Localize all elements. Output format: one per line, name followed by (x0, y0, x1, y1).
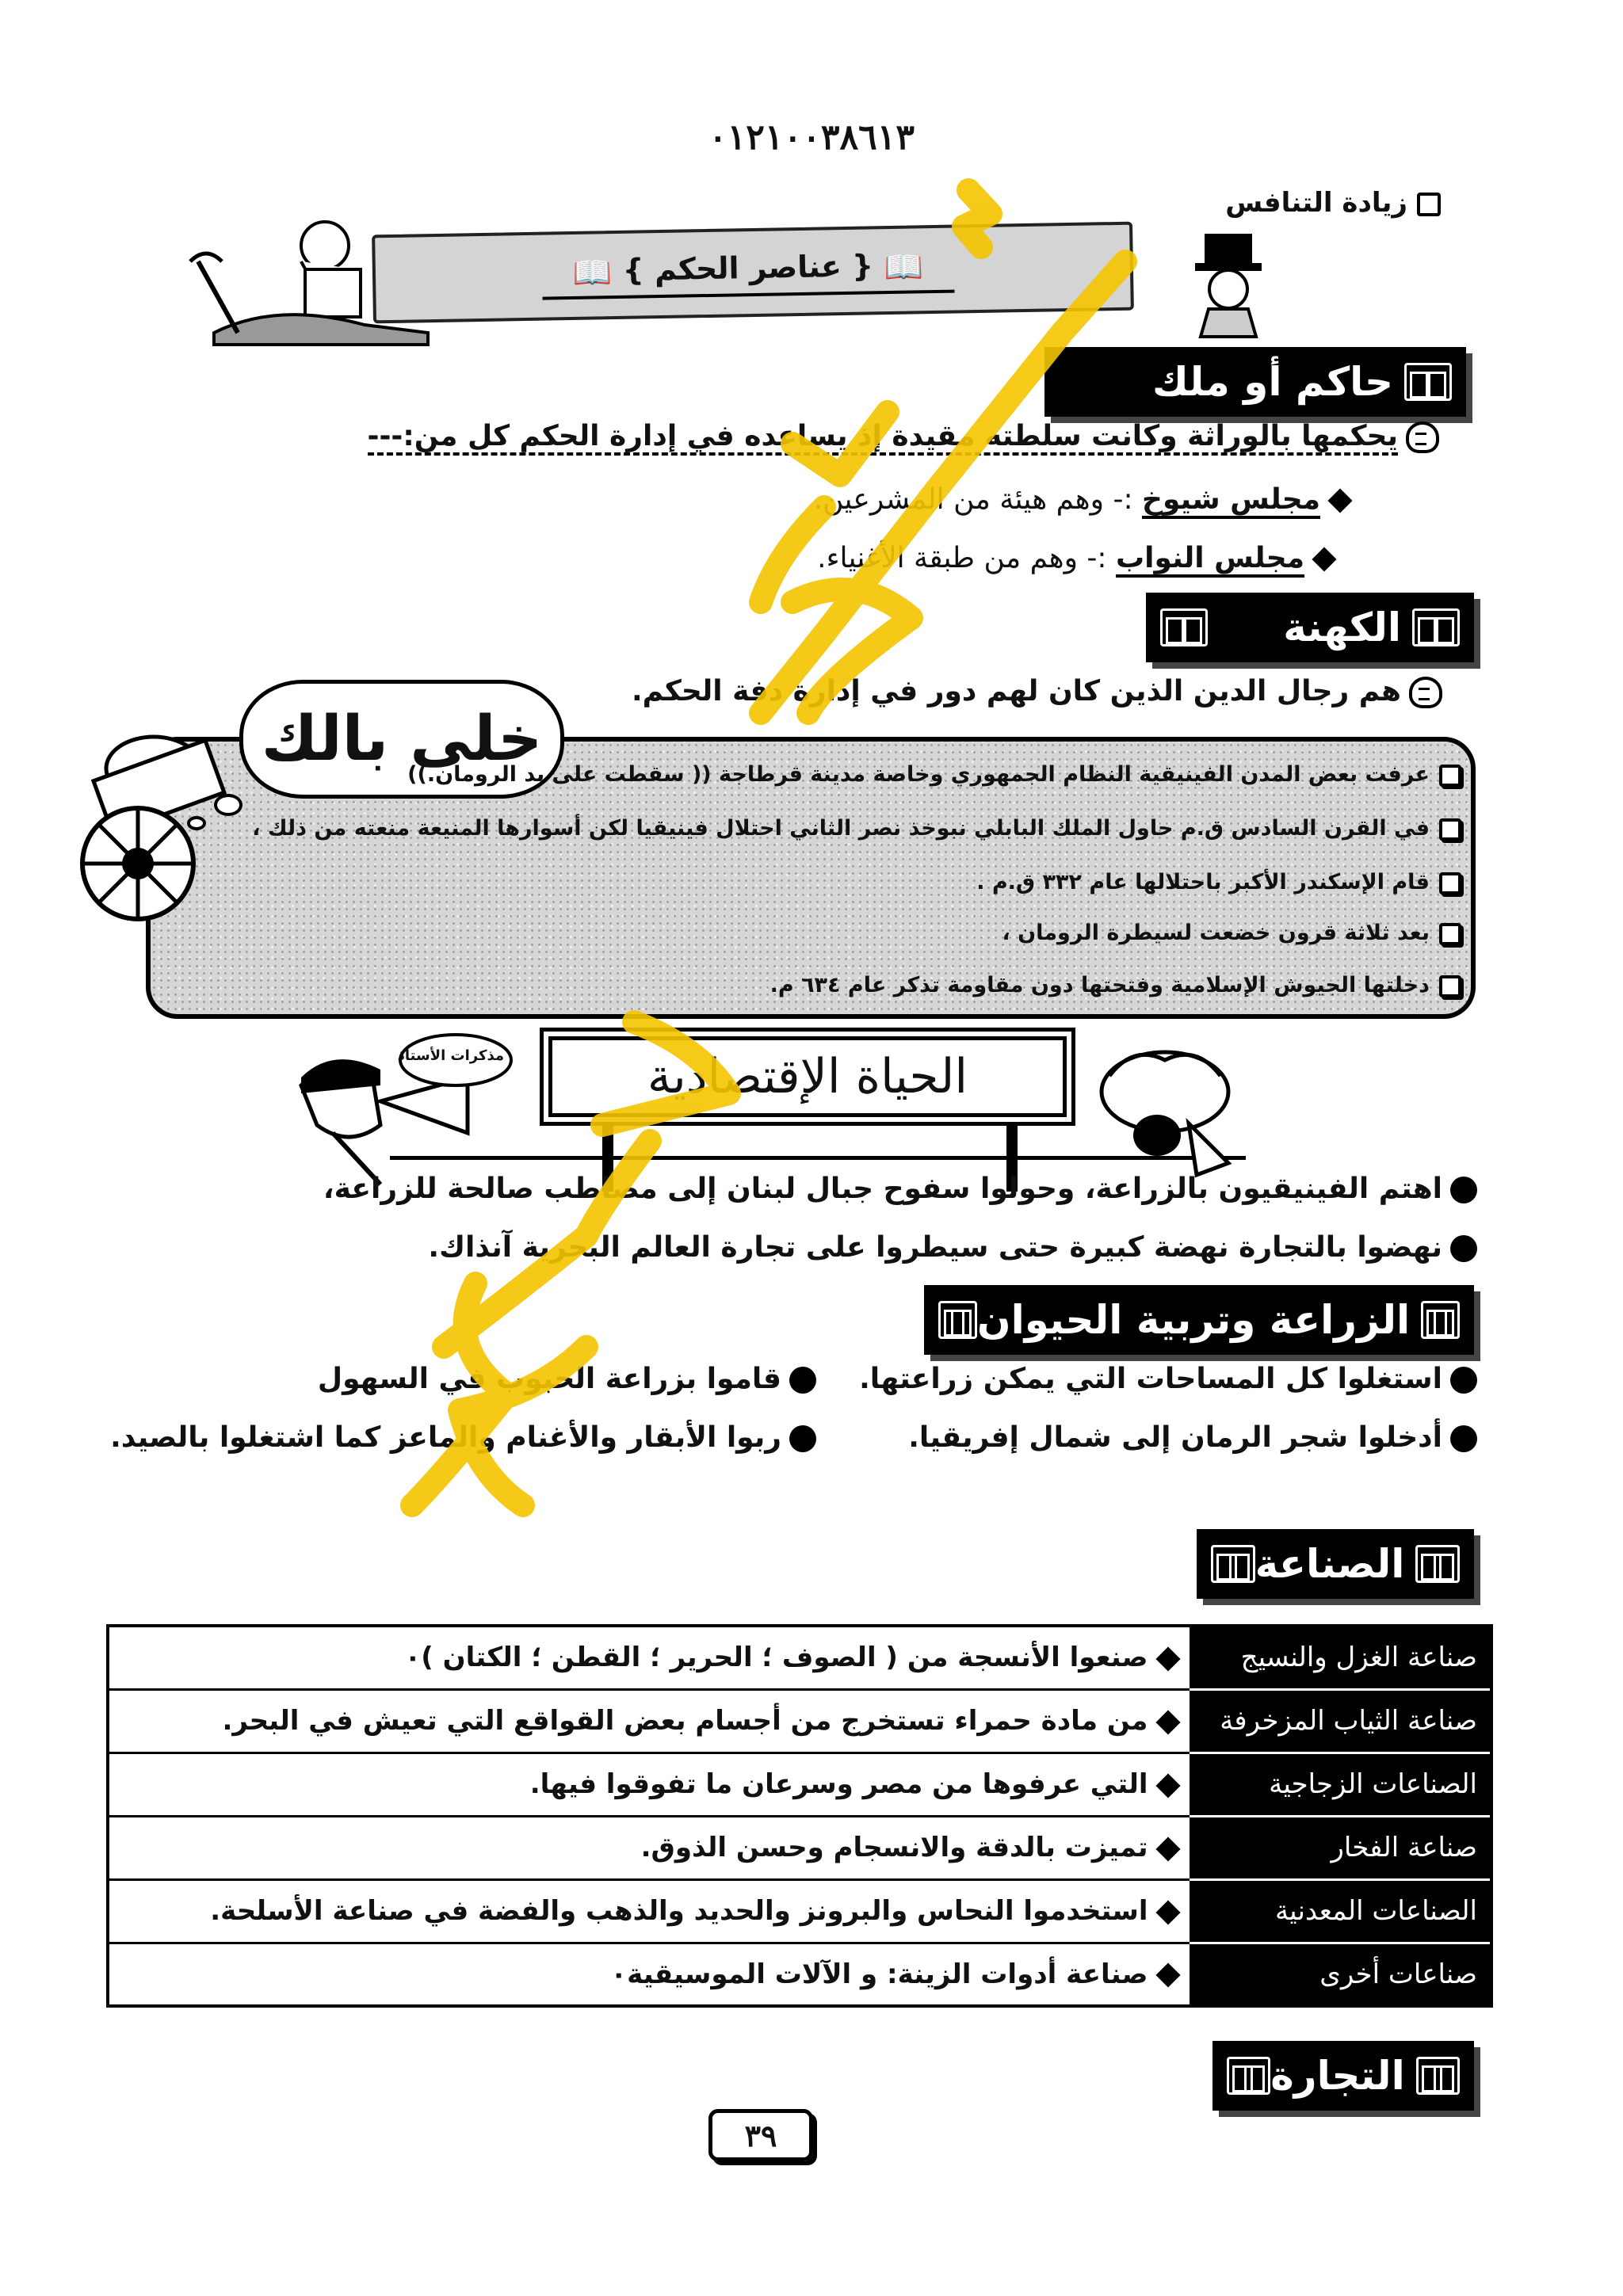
notice-item (407, 762, 1461, 787)
book-icon (938, 1301, 977, 1339)
economy-title: الحياة الإقتصادية (548, 1036, 1067, 1117)
checkbox-icon (1417, 193, 1441, 216)
banner-title-wrap (542, 247, 955, 300)
industry-desc (108, 1879, 1190, 1943)
industry-label: الصناعات الزجاجية (1190, 1753, 1491, 1816)
industry-desc (108, 1689, 1190, 1753)
agri-item-text: أدخلوا شجر الرمان إلى شمال إفريقيا. (908, 1421, 1442, 1454)
table-row (108, 1816, 1491, 1879)
book-icon (1421, 1301, 1460, 1339)
diamond-bullet-icon (1155, 1710, 1180, 1734)
agri-item-text: ربوا الأبقار والأغنام والماعز كما اشتغلوا بالصيد. (110, 1421, 781, 1454)
diamond-bullet-icon (1155, 1773, 1180, 1798)
section-heading-agriculture (924, 1285, 1474, 1355)
book-icon (1227, 2057, 1270, 2095)
checkbox-icon (1439, 818, 1461, 841)
bullet-icon (789, 1425, 816, 1452)
industry-label: صناعة الثياب المزخرفة (1190, 1689, 1491, 1753)
table-row (108, 1753, 1491, 1816)
industry-desc-text: تميزت بالدقة والانسجام وحسن الذوق. (640, 1832, 1148, 1863)
table-row (108, 1689, 1491, 1753)
bullet-icon (1450, 1177, 1477, 1203)
table-row (108, 1626, 1491, 1689)
thought-bubble (214, 794, 242, 816)
diamond-bullet-icon (1155, 1646, 1180, 1671)
economy-line (323, 1173, 1477, 1205)
bullet-icon (1450, 1235, 1477, 1262)
speech-bubble-text: مذكرات الأستاذ (397, 1047, 504, 1064)
deputies-label: مجلس النواب (1116, 542, 1304, 578)
industry-desc (108, 1753, 1190, 1816)
bullet-icon (1450, 1367, 1477, 1394)
economy-line-text: اهتم الفينيقيون بالزراعة، وحولوا سفوح جبال لبنان إلى مصاطب صالحة للزراعة، (323, 1173, 1442, 1205)
deputies-text: :- وهم من طبقة الأغنياء. (817, 542, 1107, 574)
priesthood-text (632, 675, 1442, 708)
diamond-bullet-icon (1155, 1836, 1180, 1861)
book-icon (1415, 1545, 1460, 1583)
table-row (108, 1943, 1491, 2006)
bullet-icon (789, 1367, 816, 1394)
banner-title: { عناصر الحكم } (622, 248, 874, 288)
diamond-bullet-icon (1312, 547, 1336, 571)
book-icon (1416, 2057, 1460, 2095)
priesthood-desc: هم رجال الدين الذين كان لهم دور في إدارة دفة الحكم. (632, 675, 1401, 707)
section-title: الزراعة وتربية الحيوان (976, 1297, 1411, 1343)
industry-desc (108, 1626, 1190, 1689)
industry-desc (108, 1816, 1190, 1879)
agri-item (318, 1363, 816, 1395)
book-icon (1160, 608, 1208, 646)
section-heading-industry (1197, 1529, 1474, 1599)
ruler-council (814, 483, 1349, 516)
notice-item-text: عرفت بعض المدن الفينيقية النظام الجمهوري وخاصة مدينة قرطاجة (( سقطت على يد الرومان.)) (407, 762, 1430, 787)
ruler-intro (368, 420, 1440, 453)
diamond-bullet-icon (1327, 488, 1352, 513)
section-title: حاكم أو ملك (1151, 359, 1393, 405)
checkbox-icon (1439, 765, 1461, 787)
industry-desc-text: من مادة حمراء تستخرج من أجسام بعض القواقع التي تعيش في البحر. (222, 1705, 1148, 1737)
industry-label: الصناعات المعدنية (1190, 1879, 1491, 1943)
diamond-bullet-icon (1155, 1963, 1180, 1988)
industry-label: صناعات أخرى (1190, 1943, 1491, 2006)
laughing-man-illustration (1078, 1044, 1244, 1179)
top-item-text: زيادة التنافس (1225, 187, 1407, 219)
agri-item (110, 1421, 816, 1454)
industry-desc (108, 1943, 1190, 2006)
header-phone: ٠١٢١٠٠٣٨٦١٣ (708, 117, 915, 158)
notice-item (976, 870, 1461, 894)
ruler-deputies (817, 542, 1333, 574)
book-icon (1404, 363, 1452, 401)
industry-label: صناعة الغزل والنسيج (1190, 1626, 1491, 1689)
notice-item (252, 816, 1461, 841)
section-title: الصناعة (1254, 1541, 1405, 1587)
industry-desc-text: استخدموا النحاس والبرونز والحديد والذهب والفضة في صناعة الأسلحة. (210, 1895, 1148, 1927)
agri-item (859, 1363, 1477, 1395)
book-icon (1211, 1545, 1255, 1583)
council-label: مجلس شيوخ (1142, 483, 1320, 519)
notice-item-text: بعد ثلاثة قرون خضعت لسيطرة الرومان ، (1002, 921, 1430, 945)
industry-desc-text: صناعة أدوات الزينة: و الآلات الموسيقية٠ (610, 1958, 1148, 1990)
notice-item-text: في القرن السادس ق.م حاول الملك البابلي نبوخذ نصر الثاني احتلال فينيقيا لكن أسوارها المنيعة منعته من ذلك ، (252, 816, 1430, 841)
agri-item-text: قاموا بزراعة الحبوب في السهول (317, 1363, 781, 1395)
checkbox-icon (1439, 872, 1461, 894)
industry-label: صناعة الفخار (1190, 1816, 1491, 1879)
top-hat-man-illustration (1173, 230, 1284, 341)
industry-desc-text: صنعوا الأنسجة من ( الصوف ؛ الحرير ؛ القطن ؛ الكتان )٠ (404, 1642, 1148, 1674)
notice-item-text: دخلتها الجيوش الإسلامية وفتحتها دون مقاومة تذكر عام ٦٣٤ م. (769, 973, 1430, 997)
page-number: ٣٩ (708, 2109, 813, 2161)
notice-item (1002, 921, 1461, 945)
pointing-hand-icon (1406, 421, 1439, 453)
section-title: الكهنة (1283, 605, 1401, 650)
economy-line-text: نهضوا بالتجارة نهضة كبيرة حتى سيطروا على تجارة العالم البحرية آنذاك. (428, 1231, 1442, 1264)
notice-title: خلى بالك (239, 680, 564, 799)
book-icon: 📖 (572, 254, 613, 292)
checkbox-icon (1439, 975, 1461, 997)
pointing-hand-icon (1409, 677, 1442, 708)
book-icon: 📖 (883, 249, 924, 287)
agri-item (908, 1421, 1477, 1454)
section-heading-trade (1212, 2041, 1474, 2111)
notice-item-text: قام الإسكندر الأكبر باحتلالها عام ٣٣٢ ق.م . (976, 870, 1430, 894)
book-icon (1412, 608, 1460, 646)
section-banner (372, 222, 1134, 324)
thought-bubble (187, 816, 206, 830)
diamond-bullet-icon (1155, 1900, 1180, 1924)
notice-item (770, 973, 1461, 997)
council-text: :- وهم هيئة من المشرعين. (813, 483, 1133, 516)
table-row (108, 1879, 1491, 1943)
section-heading-priesthood (1146, 593, 1474, 662)
cannon-illustration (67, 713, 233, 935)
checkbox-icon (1439, 923, 1461, 945)
economy-line (428, 1231, 1477, 1264)
industry-table (106, 1624, 1493, 2008)
bullet-icon (1450, 1425, 1477, 1452)
top-item (1225, 187, 1441, 219)
agri-item-text: استغلوا كل المساحات التي يمكن زراعتها. (859, 1363, 1442, 1395)
industry-desc-text: التي عرفوها من مصر وسرعان ما تفوقوا فيها. (529, 1768, 1148, 1800)
ruler-intro-text: يحكمها بالوراثة وكانت سلطته مقيدة إذ يساعده في إدارة الحكم كل من:--- (368, 420, 1399, 456)
section-heading-ruler (1044, 347, 1466, 417)
section-title: التجارة (1270, 2053, 1405, 2099)
